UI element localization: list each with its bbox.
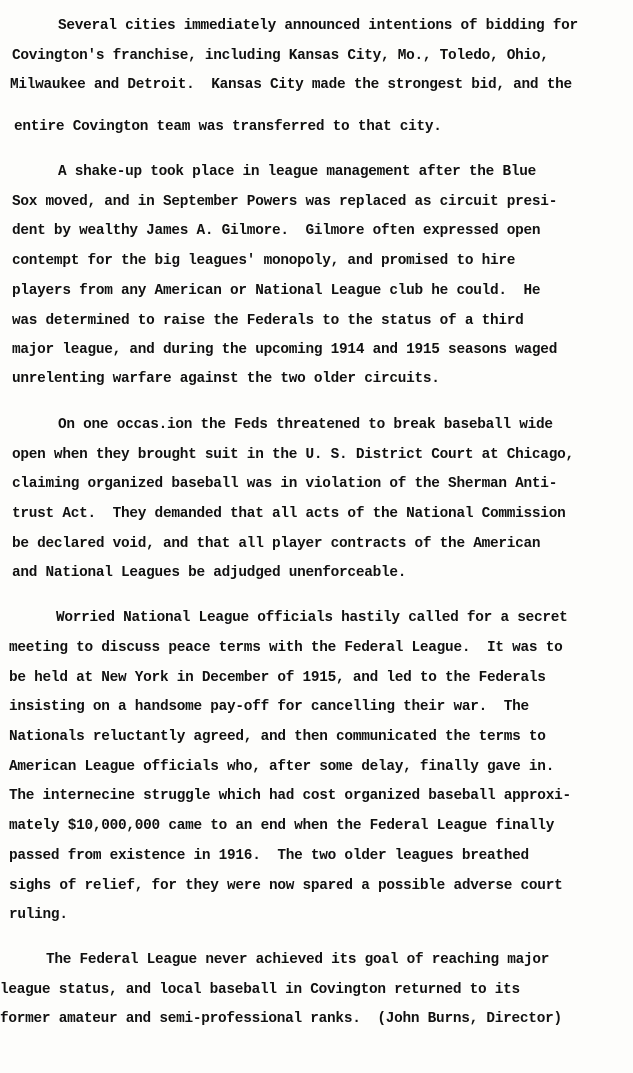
- text-line: was determined to raise the Federals to the status of a third: [12, 313, 524, 329]
- text-line: Sox moved, and in September Powers was replaced as circuit presi-: [12, 194, 558, 210]
- text-line: meeting to discuss peace terms with the Federal League. It was to: [9, 640, 563, 656]
- text-line: Milwaukee and Detroit. Kansas City made the strongest bid, and the: [10, 77, 572, 93]
- text-line: Covington's franchise, including Kansas City, Mo., Toledo, Ohio,: [12, 48, 549, 64]
- text-line: claiming organized baseball was in violation of the Sherman Anti-: [12, 476, 558, 492]
- text-line: sighs of relief, for they were now spared a possible adverse court: [9, 878, 563, 894]
- text-line: be held at New York in December of 1915, and led to the Federals: [9, 670, 546, 686]
- text-line: be declared void, and that all player contracts of the American: [12, 536, 541, 552]
- text-line: A shake-up took place in league management after the Blue: [58, 164, 536, 180]
- text-line: league status, and local baseball in Covington returned to its: [0, 982, 520, 998]
- text-line: and National Leagues be adjudged unenforceable.: [12, 565, 407, 581]
- text-line: The Federal League never achieved its goal of reaching major: [46, 952, 550, 968]
- text-line: players from any American or National League club he could. He: [12, 283, 541, 299]
- text-line: On one occas.ion the Feds threatened to break baseball wide: [58, 417, 553, 433]
- text-line: Nationals reluctantly agreed, and then communicated the terms to: [9, 729, 546, 745]
- text-line: former amateur and semi-professional ranks. (John Burns, Director): [0, 1011, 562, 1027]
- text-line: insisting on a handsome pay-off for cancelling their war. The: [9, 699, 529, 715]
- text-line: mately $10,000,000 came to an end when the Federal League finally: [9, 818, 555, 834]
- text-line: Several cities immediately announced intentions of bidding for: [58, 18, 578, 34]
- text-line: contempt for the big leagues' monopoly, and promised to hire: [12, 253, 516, 269]
- text-line: Worried National League officials hastily called for a secret: [56, 610, 568, 626]
- text-line: trust Act. They demanded that all acts of the National Commission: [12, 506, 566, 522]
- text-line: major league, and during the upcoming 1914 and 1915 seasons waged: [12, 342, 558, 358]
- text-line: unrelenting warfare against the two older circuits.: [12, 371, 440, 387]
- text-line: ruling.: [9, 907, 68, 923]
- text-line: The internecine struggle which had cost organized baseball approxi-: [9, 788, 571, 804]
- text-line: open when they brought suit in the U. S. District Court at Chicago,: [12, 447, 574, 463]
- text-line: dent by wealthy James A. Gilmore. Gilmore often expressed open: [12, 223, 541, 239]
- text-line: American League officials who, after some delay, finally gave in.: [9, 759, 555, 775]
- text-line: passed from existence in 1916. The two older leagues breathed: [9, 848, 529, 864]
- text-line: entire Covington team was transferred to that city.: [14, 119, 442, 135]
